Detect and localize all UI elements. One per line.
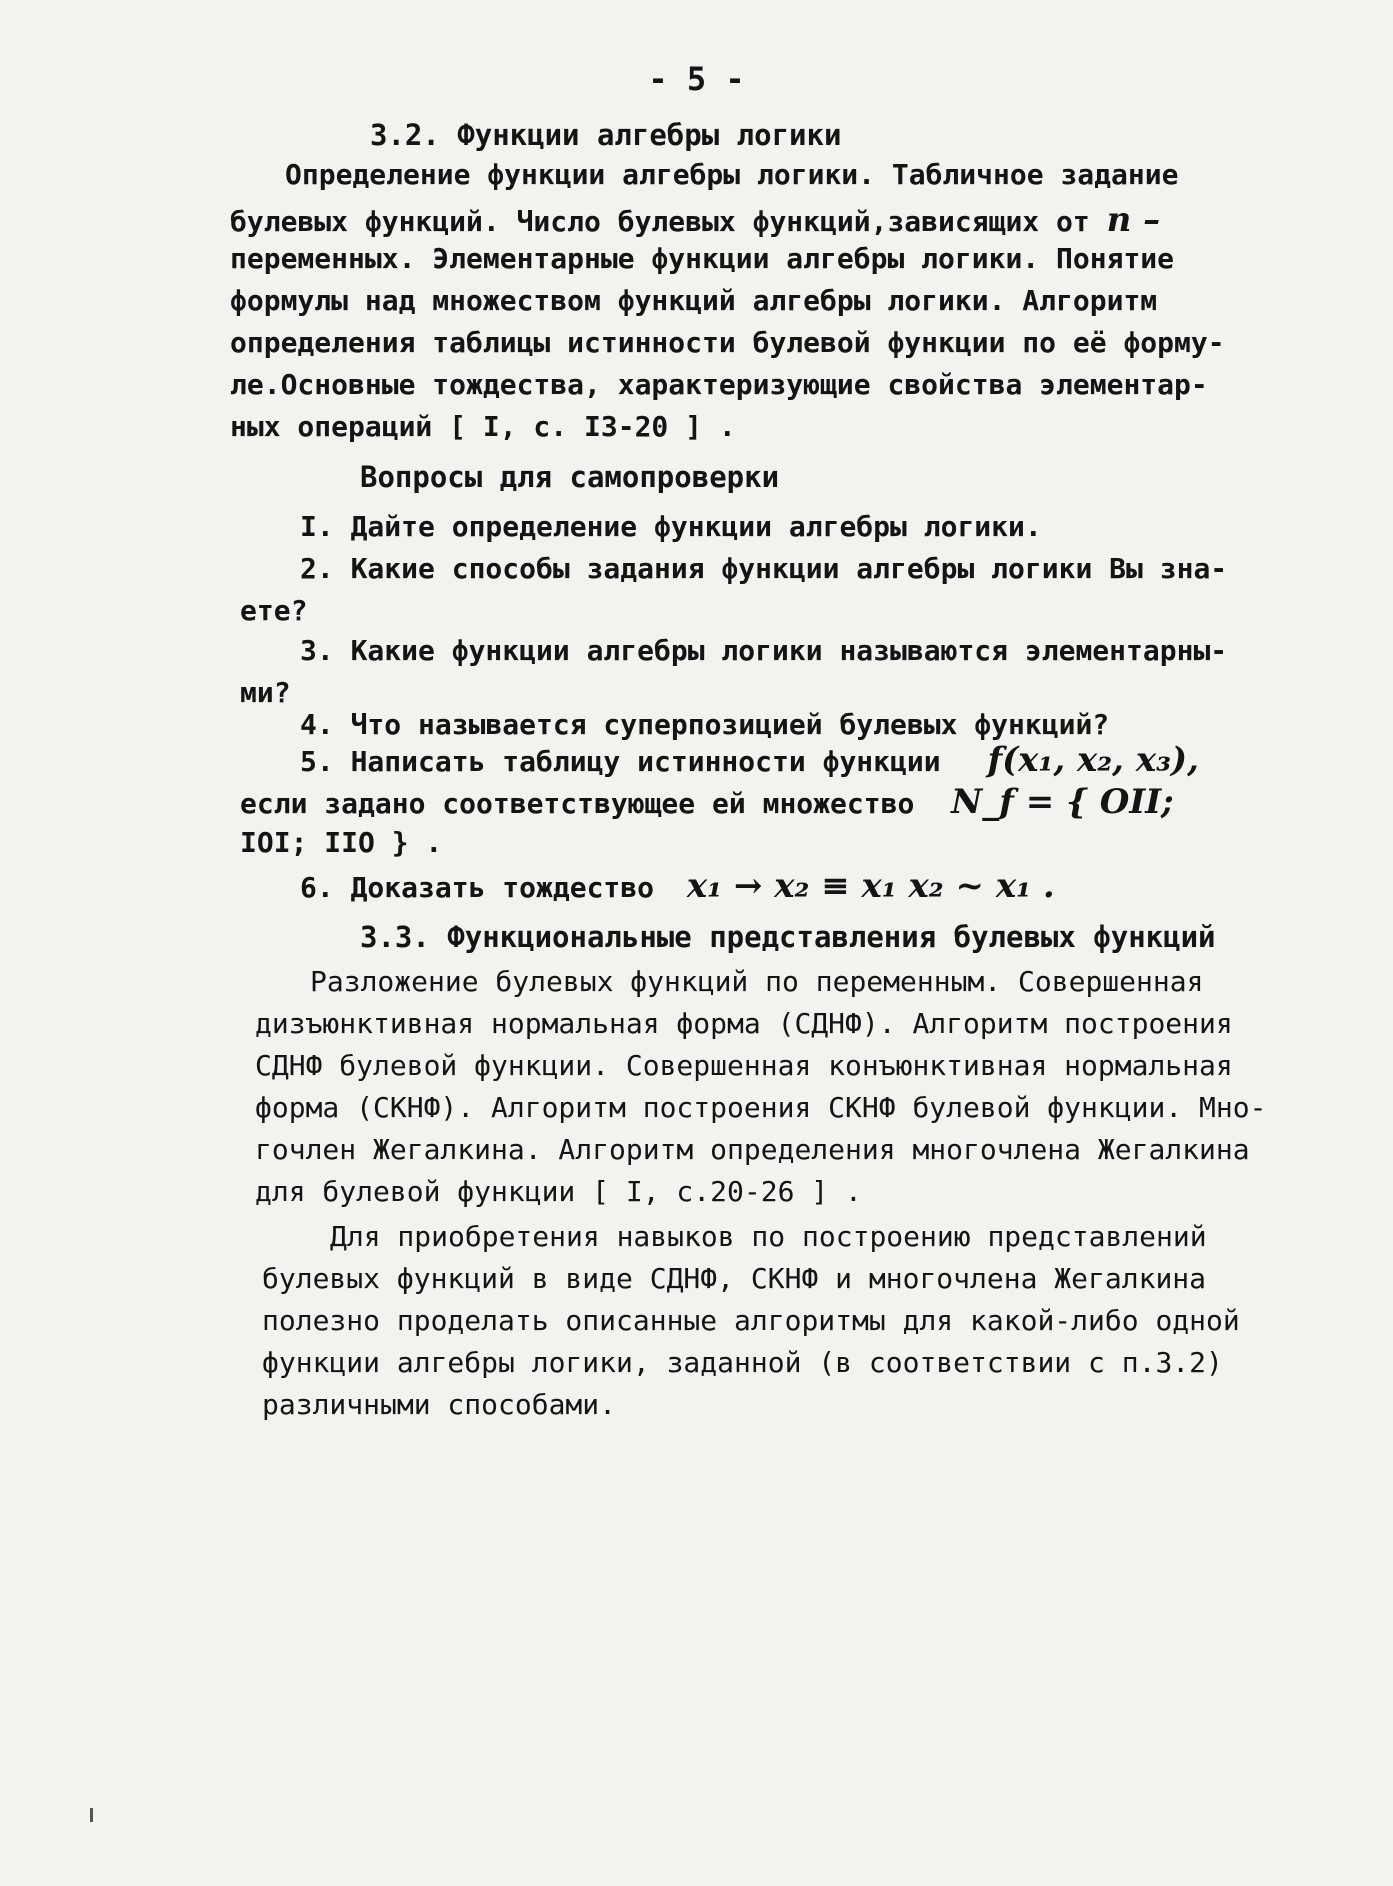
question-3-cont: ми? <box>240 676 291 709</box>
section-3-2-line-2 <box>230 200 1160 240</box>
section-3-3-line-9: полезно проделать описанные алгоритмы для какой-либо одной <box>262 1304 1240 1337</box>
section-3-3-line-11: различными способами. <box>262 1388 617 1421</box>
question-6-text: 6. Доказать тождество <box>300 871 655 904</box>
section-3-2-line-3: переменных. Элементарные функции алгебры логики. Понятие <box>230 242 1175 275</box>
question-1: I. Дайте определение функции алгебры логики. <box>300 510 1042 543</box>
section-3-3-heading: 3.3. Функциональные представления булевых функций <box>360 920 1216 954</box>
section-3-3-line-1: Разложение булевых функций по переменным. Совершенная <box>310 965 1204 998</box>
section-3-3-line-2: дизъюнктивная нормальная форма (СДНФ). Алгоритм построения <box>255 1007 1233 1040</box>
section-3-2-line-4: формулы над множеством функций алгебры логики. Алгоритм <box>230 284 1158 317</box>
section-3-2-line-7: ных операций [ I, с. I3-20 ] . <box>230 410 736 443</box>
question-6 <box>300 866 1055 906</box>
question-3: 3. Какие функции алгебры логики называются элементарны- <box>300 634 1228 667</box>
question-5-text: 5. Написать таблицу истинности функции <box>300 745 941 778</box>
section-3-3-line-6: для булевой функции [ I, с.20-26 ] . <box>255 1175 862 1208</box>
function-formula: f(x₁, x₂, x₃), <box>987 740 1199 780</box>
section-3-3-line-5: гочлен Жегалкина. Алгоритм определения многочлена Жегалкина <box>255 1133 1250 1166</box>
section-3-3-line-4: форма (СКНФ). Алгоритм построения СКНФ булевой функции. Мно- <box>255 1091 1267 1124</box>
question-5-cont-text: если задано соответствующее ей множество <box>240 787 915 820</box>
question-4: 4. Что называется суперпозицией булевых функций? <box>300 708 1110 741</box>
n-variable: n – <box>1106 200 1161 240</box>
question-5-set-end: IOI; IIO } . <box>240 826 443 859</box>
set-formula: N_f = { OII; <box>951 782 1174 822</box>
question-2-cont: ете? <box>240 594 308 627</box>
section-3-2-heading: 3.2. Функции алгебры логики <box>370 118 842 152</box>
section-3-2-line-6: ле.Основные тождества, характеризующие свойства элементар- <box>230 368 1208 401</box>
section-3-2-line-5: определения таблицы истинности булевой функции по её форму- <box>230 326 1225 359</box>
questions-heading: Вопросы для самопроверки <box>360 460 780 494</box>
section-3-2-line-1: Определение функции алгебры логики. Табличное задание <box>285 158 1179 191</box>
margin-mark <box>90 1808 93 1822</box>
section-3-3-line-10: функции алгебры логики, заданной (в соответствии с п.3.2) <box>262 1346 1223 1379</box>
section-3-3-line-7: Для приобретения навыков по построению представлений <box>330 1220 1207 1253</box>
question-5 <box>300 740 1199 780</box>
section-3-2-line-2-text: булевых функций. Число булевых функций,зависящих от <box>230 205 1090 238</box>
question-2: 2. Какие способы задания функции алгебры логики Вы зна- <box>300 552 1228 585</box>
page-number: - 5 - <box>648 60 745 98</box>
section-3-3-line-3: СДНФ булевой функции. Совершенная конъюнктивная нормальная <box>255 1049 1233 1082</box>
identity-formula: x₁ → x₂ ≡ x₁ x₂ ~ x₁ . <box>686 866 1055 906</box>
question-5-cont <box>240 782 1174 822</box>
section-3-3-line-8: булевых функций в виде СДНФ, СКНФ и многочлена Жегалкина <box>262 1262 1207 1295</box>
